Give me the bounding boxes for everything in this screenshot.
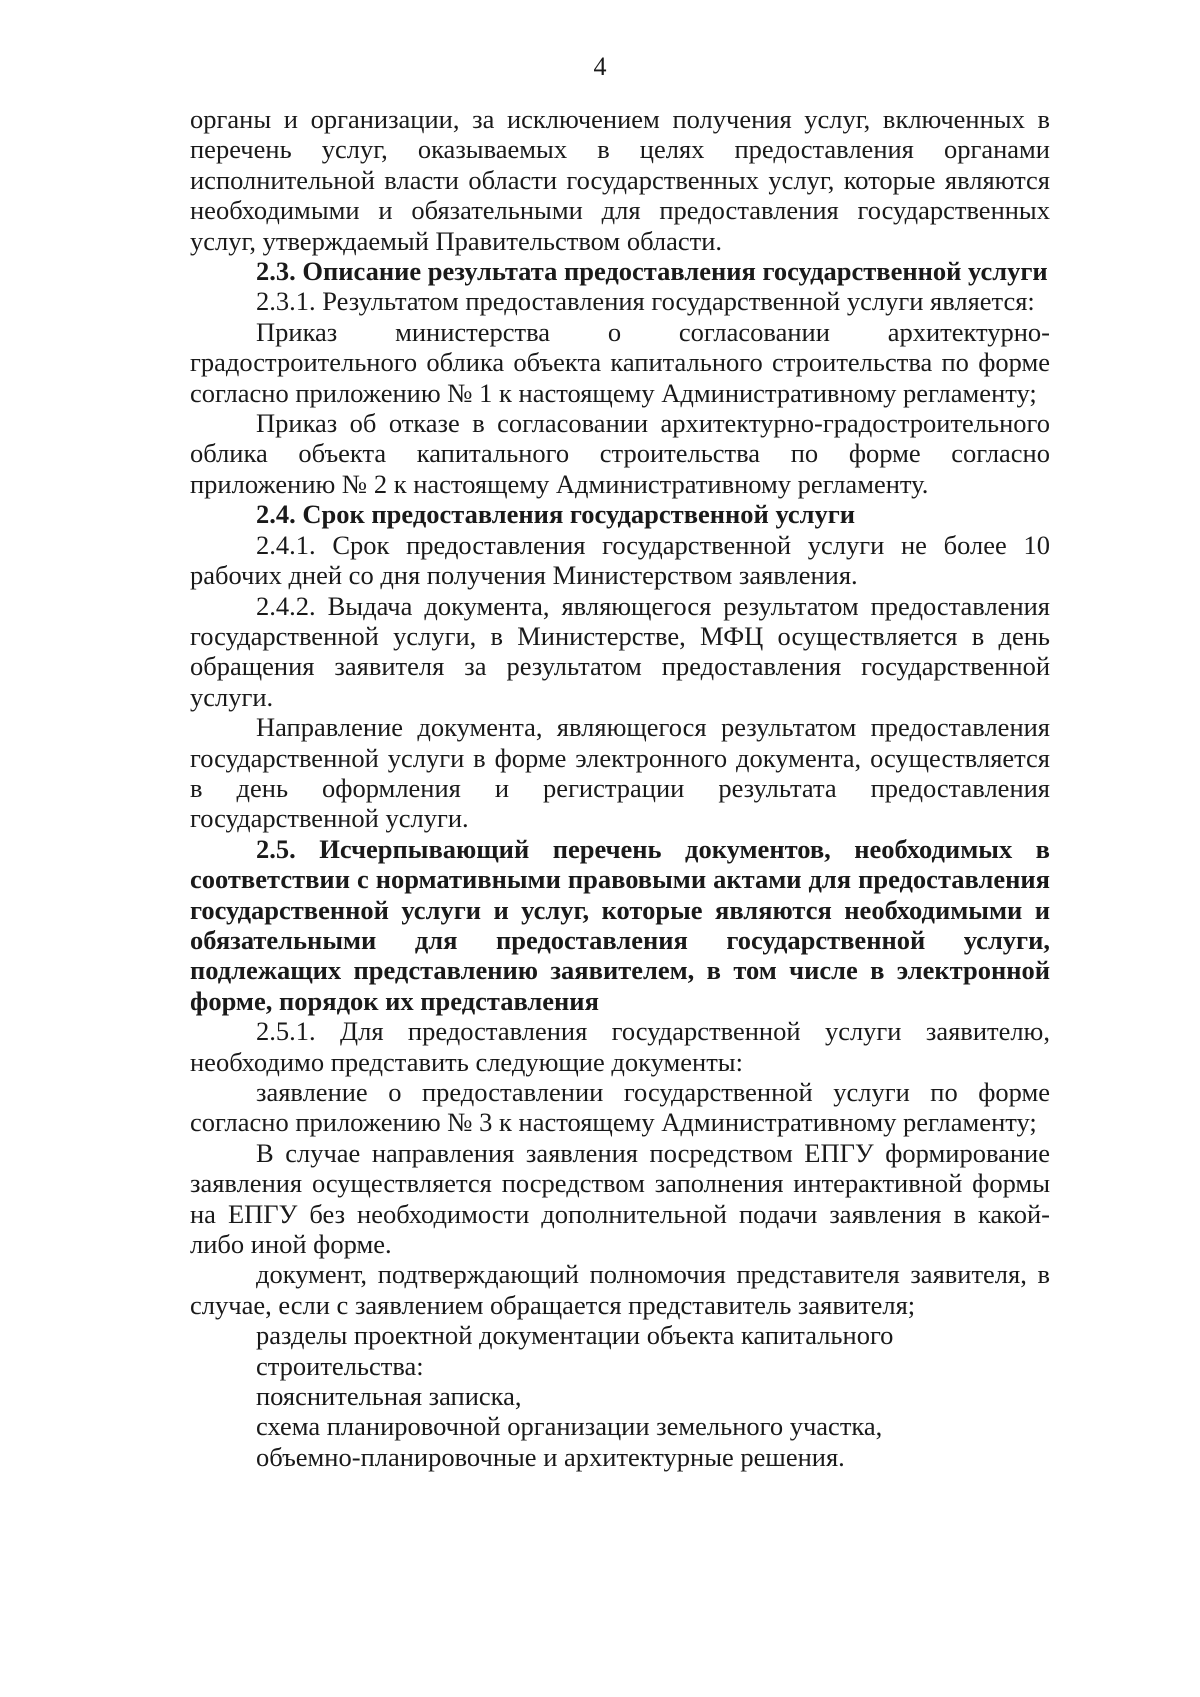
paragraph-electronic-delivery: Направление документа, являющегося результатом предоставления государственной услуги в форме электронного документа, осуществляется в день оформления и регистрации результата предоставления государственной услуги.	[190, 712, 1050, 834]
paragraph-order-approval: Приказ министерства о согласовании архитектурно-градостроительного облика объекта капитального строительства по форме согласно приложению № 1 к настоящему Административному регламенту;	[190, 316, 1050, 408]
paragraph-2-4-1: 2.4.1. Срок предоставления государственной услуги не более 10 рабочих дней со дня получения Министерством заявления.	[190, 529, 1050, 591]
page-number: 4	[593, 52, 607, 81]
list-item-explanatory-note: пояснительная записка,	[256, 1381, 522, 1412]
section-heading-2-4: 2.4. Срок предоставления государственной услуги	[256, 499, 856, 530]
paragraph-continuation: органы и организации, за исключением получения услуг, включенных в перечень услуг, оказываемых в целях предоставления органами исполнительной власти области государственных услуг, которые являются необходимыми и обязательными для предоставления государственных услуг, утверждаемый Правительством области.	[190, 104, 1050, 256]
list-item-land-plot-scheme: схема планировочной организации земельного участка,	[256, 1411, 883, 1442]
paragraph-2-4-2: 2.4.2. Выдача документа, являющегося результатом предоставления государственной услуги, в Министерстве, МФЦ осуществляется в день обращения заявителя за результатом предоставления государственной услуги.	[190, 590, 1050, 712]
list-item-project-sections: разделы проектной документации объекта капитального строительства:	[256, 1320, 894, 1381]
paragraph-epgu: В случае направления заявления посредством ЕПГУ формирование заявления осуществляется посредством заполнения интерактивной формы на ЕПГУ без необходимости дополнительной подачи заявления в какой-либо иной форме.	[190, 1137, 1050, 1260]
section-heading-2-5: 2.5. Исчерпывающий перечень документов, необходимых в соответствии с нормативными правовыми актами для предоставления государственной услуги и услуг, которые являются необходимыми и обязательными для предоставления государственной услуги, подлежащих представлению заявителем, в том числе в электронной форме, порядок их представления	[190, 833, 1050, 1016]
section-heading-2-3: 2.3. Описание результата предоставления государственной услуги	[256, 256, 1048, 287]
paragraph-2-3-1: 2.3.1. Результатом предоставления государственной услуги является:	[256, 286, 1035, 317]
paragraph-order-refusal: Приказ об отказе в согласовании архитектурно-градостроительного облика объекта капитального строительства по форме согласно приложению № 2 к настоящему Административному регламенту.	[190, 408, 1050, 499]
list-item-architectural-solutions: объемно-планировочные и архитектурные решения.	[256, 1441, 845, 1472]
document-body	[190, 104, 1050, 1472]
paragraph-application: заявление о предоставлении государственной услуги по форме согласно приложению № 3 к настоящему Административному регламенту;	[190, 1077, 1050, 1138]
paragraph-representative: документ, подтверждающий полномочия представителя заявителя, в случае, если с заявлением обращается представитель заявителя;	[190, 1259, 1050, 1320]
paragraph-2-5-1: 2.5.1. Для предоставления государственной услуги заявителю, необходимо представить следующие документы:	[190, 1016, 1050, 1077]
